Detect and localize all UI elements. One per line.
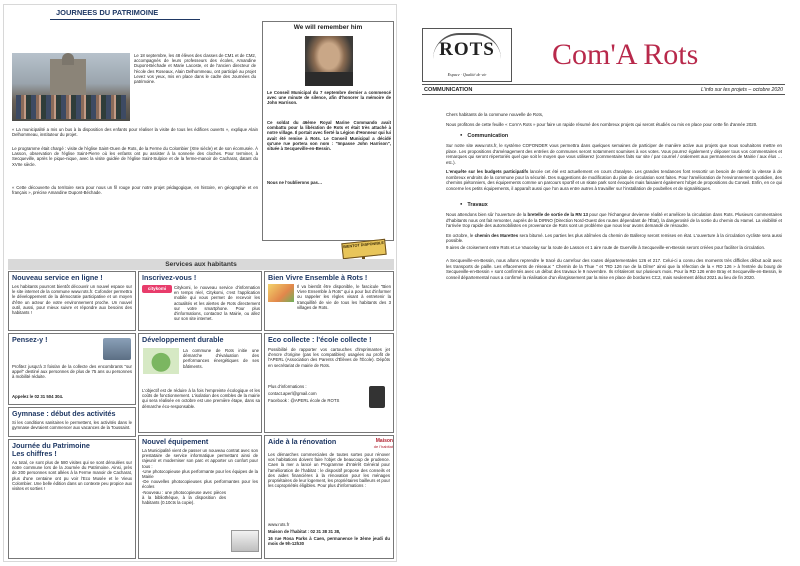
travaux-p1 [446,212,782,229]
gymnase-body: Si les conditions sanitaires le permettent, les activités dans le gymnase devraient commencer aux vacances de la Toussaint. [12,420,132,431]
renovation-contact: Maison de l'habitat : 02 31 38 31 38, [268,529,341,534]
renovation-address: 16 rue Rosa Parks à Caen, permanence le 3ème jeudi du mois de 9h-12h30 [268,536,390,547]
pensez-title: Pensez-y ! [12,335,48,344]
logo-tagline: Espace · Qualité de vie [447,72,487,77]
equipement-p2: -Une photocopieuse plus performante pour les équipes de la Mairie [142,468,258,480]
journees-article [6,7,260,239]
budget-bold: L'enquête sur les budgets participatifs [446,169,529,174]
renovation-site: www.rots.fr [268,522,290,527]
right-page [404,4,797,562]
nouveau-service-title: Nouveau service en ligne ! [12,273,103,282]
newsletter-title: Com'A Rots [552,38,699,71]
journees-programme: Le programme était chargé : visite de l'église Saint-Ouen de Rots, de la Ferme du Colombier (XIIe siècle) et de son écomusée. À Lasson, observation de l'église Saint-Pierre où les enfants ont pu assister à la sonnerie des cloches. Pour terminer, à Secqueville, après le pique-nique, avec la visite guidée de l'église Saint-Sulpice et de la ferme-manoir de Cacharat, datant du XVIIe siècle. [12,146,258,167]
john-harrison-portrait [305,36,353,86]
nouveau-service-body: Les habitants pourront bientôt découvrir un nouvel espace sur le site internet de la commune www.rots.fr. Cofonder permettra le développement de la démocratie participative et un moyen d'être un acteur de votre environnement proche. Un nouvel outil, aussi, pour mieux suivre et répondre aux besoins des habitants ! [12,284,132,316]
section-travaux: ● Travaux [460,201,782,208]
header-band [422,84,785,95]
remember-article [262,21,394,241]
tr-p1-b: pour que l'échangeur devienne réalité et améliore la circulation dans Rots. Plusieurs commentaires d'habitants nous ont fait remonter, auprès de la DIRNO (Direction Nord-Ouest des routes dépendant de l'État), la dangerosité de la sortie du chemin du Hamel. La visibilité et l'arrivée trop rapide des automobilistes en provenance de Rots sont un problème que nous leur avons demandé de résoudre. [446,212,782,228]
renovation-body: Les démarches commerciales de toutes sortes pour rénover vos habitations doivent faire l'objet de beaucoup de prudence. Caen la mer a lancé un Programme d'Intérêt Général pour l'amélioration de l'habitat : le dispositif propose des conseils et des aides financières à la rénovation pour les ménages propriétaires de leur logement, les propriétaires bailleurs et pour les copropriétés éligibles. Pour plus d'informations : [268,452,390,489]
pensez-box [8,333,136,405]
gymnase-title: Gymnase : début des activités [12,409,116,418]
logo-name: ROTS [439,39,495,60]
pensez-body: Profitez jusqu'à 3 fois/an de la collecte des encombrants "sur appel" destiné aux personnes de plus de 75 ans ou personnes à mobilité réduite. [12,364,132,380]
bien-vivre-illustration [268,284,294,302]
eco-collecte-box [264,333,394,433]
journees-quote: « La municipalité a mis un bus à la disposition des enfants pour réaliser la visite de tous les édifices ouverts », explique Alain Delhommeau, instituteur du projet. [12,127,258,138]
tr-p2-a: En octobre, le [446,232,475,238]
section-communication: ● Communication [460,132,782,139]
title-rule [50,19,200,20]
truck-illustration [103,338,131,360]
maison-logo-line1: Maison [375,438,393,444]
logo-arc [433,33,501,59]
remember-title: We will remember him [293,24,363,31]
services-header: Services aux habitants [8,259,394,270]
maison-habitat-logo [361,438,393,449]
cartridge-illustration [369,386,385,408]
bien-vivre-box [264,271,394,331]
renovation-box [264,435,394,559]
tr-p1-bold: bretelle de sortie de la RN 13 [527,212,588,217]
remember-p1: Le Conseil Municipal du 7 septembre dernier a commencé avec une minute de silence, afin d'honorer la mémoire de John Harrison. [267,90,391,106]
travaux-p2 [446,233,782,244]
remember-p2: Ce soldat du 46ème Royal Marine Commando avait combattu pour la libération de Rots et était très attaché à notre village. Il portait avec fierté la Légion d'Honneur qui lui avait été remise à Rots. Le Conseil Municipal a décidé qu'une rue portera son nom : "Impasse John Harrison", située à Secqueville-en-Bessin. [267,120,391,152]
equipement-p1: La Municipalité vient de passer un nouveau contrat avec son prestataire de service informatique permettant ainsi de rajeunir et moderniser son parc et apporter un confort pour tous : [142,448,258,469]
tr-p2-b: sera bitumé. Les parties les plus abîmées du chemin de Balleroy seront remises en état. L'ouverture à la circulation cycliste sera aussi possible. [446,232,783,243]
eco-illustration [143,348,179,374]
citykomi-logo: citykomi [142,285,172,293]
budget-rest: lancée cet été est actuellement en cours d'analyse. Les grandes tendances font ressortir un besoin de ralentir la vitesse à de nombreux endroits de la commune pour la sécurité. Des suggestions de modification du plan de circulation sont faites. Pour l'amélioration de l'environnement quotidien, des chemins piétonniers, des équipements comme un parcours sportif et un skate park sont évoqués mais faisaient également l'objet de propositions du Conseil. Enfin, en ce qui concerne les petits équipements, il apparaît aussi que l'on aura entre autres à travailler sur l'installation de poubelles et de signalétiques. [446,169,782,191]
bien-vivre-body: Il va bientôt être disponible, le fascicule "Bien Vivre Ensemble à Rots" qui a pour but d'informer ou rappeler les règles visant à entretenir la tranquillité de vie de tous les habitants des 3 villages de Rots. [297,284,391,310]
intro: Nous profitons de cette feuille « Com'A Rots » pour faire un rapide résumé des nombreux projets qui seront étudiés ou mis en place pour cette fin d'année 2020. [446,121,758,127]
citykomi-body: Citykomi, le nouveau service d'information en temps réel, Citykomi, c'est l'application mobile qui vous permet de recevoir les actualités et les alertes de Rots directement sur votre smartphone. Pour plus d'informations, contactez la Mairie, ou allez sur son site internet. [174,285,260,322]
bientot-sign: BIENTOT DISPONIBLE [341,239,386,260]
letter-body [446,112,782,284]
journees-closing: « Cette découverte du territoire sera pour nous un fil rouge pour notre projet pédagogique, en histoire, en géographie et en français », précise Amandine Dupont-Béchade. [12,185,258,196]
dev-durable-p1: La commune de Rots initie une démarche d'évaluation des performances énergétiques de ses bâtiments. [183,348,259,369]
journees-intro: Le 18 septembre, les 48 élèves des classes de CM1 et de CM2, accompagnés de leurs professeurs des écoles, Amandine Dupont-Béchade et Marie Lacoste, et de l'ancien directeur de l'école des Roseaux, Alain Delhommeau, ont participé au projet Levez vos yeux, mis en place dans le cadre des Journées du patrimoine. [134,53,256,85]
nouvel-equipement-title: Nouvel équipement [142,437,209,446]
left-page [3,4,397,562]
tr-p1-a: Nous attendons bien sûr l'ouverture de la [446,212,528,217]
eco-collecte-facebook: Facebook : @APERL école de ROTS [268,398,340,403]
nouveau-service-box [8,271,136,331]
travaux-p4: A Secqueville-en-Bessin, nous allons reprendre le tracé du carrefour des routes départementales 126 et 217. Celui-ci a connu des moments très difficiles début août avec les transports de paille. Les effacements de réseaux " Chemin de la Thue " et "RD 126 rue de la Dîme" ainsi que la réfection de la « RD 126 » à l'entrée du bourg de Secqueville-en-Bessin » sont confirmés avec un début des travaux le 9 novembre. Ils s'étaleront sur plusieurs mois. Pour la RD 126 entre Bray et Secqueville-en-Bessin, le conseil départemental nous a confirmé la réalisation d'un élargissement par la mise en place de bordures CC2, mais seulement début 2021 au lieu de fin 2020. [446,258,782,280]
edition-label: L'info sur les projets – octobre 2020 [700,87,783,93]
remember-p3: Nous ne l'oublierons pas… [267,180,323,185]
class-group-photo [12,53,130,121]
rots-logo [422,28,512,82]
dev-durable-p2: L'objectif est de réduire à la fois l'empreinte écologique et les coûts de fonctionnement. L'isolation des combles de la mairie qui sera réalisée en octobre est une première étape, dans sa démarche éco-responsable. [142,388,260,409]
citykomi-title: Inscrivez-vous ! [142,273,197,282]
pensez-phone: Appelez le 02 31 504 304. [12,394,64,399]
greeting: Chers habitants de la commune nouvelle de Rots, [446,112,544,117]
photocopier-illustration [231,530,259,552]
journees-title: JOURNEES DU PATRIMOINE [56,8,159,17]
citykomi-box [138,271,262,331]
eco-collecte-title: Eco collecte : l'école collecte ! [268,335,372,344]
gymnase-box [8,407,136,437]
tr-p2-bold: chemin des Marettes [474,232,519,238]
chiffres-title: Journée du Patrimoine [12,441,90,450]
budget-paragraph [446,169,782,191]
equipement-p4: -Nouveau : une photocopieuse avec pièces à la bibliothèque, à la disposition des habitants (0.10cts la copie). [142,489,226,506]
eco-collecte-email: contact.aperl@gmail.com [268,391,317,396]
travaux-p3: 9 aires de croisement entre Rots et Le Vaucelay sur la route de Lasson et 1 aire route de Guerville à Secqueville-en-Bessin seront créées pour faciliter la circulation. [446,244,766,250]
communication-label: COMMUNICATION [424,87,473,93]
nouvel-equipement-box [138,435,262,559]
chiffres-subtitle: Les chiffres ! [12,449,57,458]
bien-vivre-title: Bien Vivre Ensemble à Rots ! [268,273,368,282]
dev-durable-title: Développement durable [142,335,224,344]
eco-collecte-body: Possibilité de rapporter vos cartouches d'imprimantes jet d'encre d'origine (pas les compatibles) usagées au profit de l'APERL (Association des Parents d'Élèves de l'École). Dépôts en secrétariat de mairie de Rots. [268,347,390,368]
chiffres-box [8,439,136,559]
equipement-p3: -De nouvelles photocopieuses plus performantes pour les écoles [142,479,258,490]
dev-durable-box [138,333,262,433]
maison-logo-line2: de l'habitat [373,444,393,449]
renovation-title: Aide à la rénovation [268,437,337,446]
comm-paragraph: Sur notre site www.rots.fr, le système COFONDER vous permettra dans quelques semaines de participer de manière active aux projets que nous souhaitons mettre en place. Les propositions d'aménagement des entrées de communes seront notamment soumises à vos votes. Vous pourrez également y déposer tous vos commentaires et remarques qui seront répertoriés quel que soit le moyen que vous utiliserez (commentaires faits sur site / par courriel / oralement aux permanences de Mairie / aux élus …etc.). [446,143,782,165]
chiffres-body: Au total, ce sont plus de 580 visites qui se sont déroulées sur notre commune lors de la Journée du Patrimoine. Ainsi, près de 200 personnes sont allées à la Ferme manoir de Cacharat, plus d'une centaine ont pu voir l'Eco Musée et le Vieux Colombier. Une belle édition dans un contexte peu propice aux visites et sorties ! [12,460,132,492]
eco-collecte-info: Plus d'informations : [268,384,307,389]
